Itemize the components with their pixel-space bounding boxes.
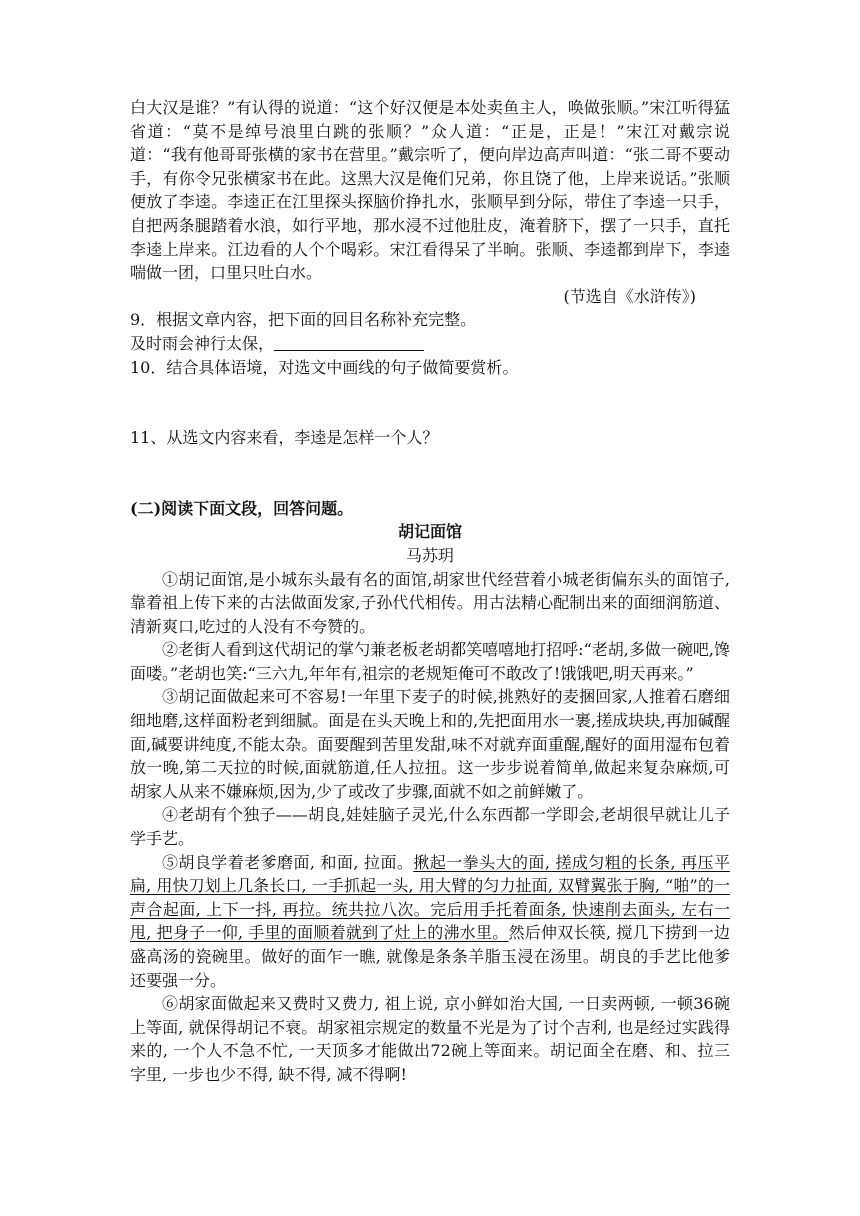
article-paragraph-2: ②老街人看到这代胡记的掌勺兼老板老胡都笑嘻嘻地打招呼:“老胡,多做一碗吧,馋面喽。”老胡也笑:“三六九,年年有,祖宗的老规矩俺可不敢改了!饿饿吧,明天再来。”: [130, 640, 730, 683]
passage-excerpt: 白大汉是谁？”有认得的说道：“这个好汉便是本处卖鱼主人，唤做张顺。”宋江听得猛省道：“莫不是绰号浪里白跳的张顺？”众人道：“正是，正是！”宋江对戴宗说道：“我有他哥哥张横的家书在营里。”戴宗听了，便向岸边高声叫道：“张二哥不要动手，有你令兄张横家书在此。这黑大汉是俺们兄弟，你且饶了他，上岸来说话。”张顺便放了李逵。李逵正在江里探头探脑价挣扎水，张顺早到分际，带住了李逵一只手，自把两条腿踏着水浪，如行平地，那水浸不过他肚皮，淹着脐下，摆了一只手，直托李逵上岸来。江边看的人个个喝彩。宋江看得呆了半晌。张顺、李逵都到岸下，李逵喘做一团，口里只吐白水。: [130, 98, 730, 283]
question-11: 11、从选文内容来看，李逵是怎样一个人？: [130, 428, 439, 448]
paragraph-5-lead: ⑤胡良学着老爹磨面, 和面, 拉面。: [162, 852, 414, 872]
question-9-prompt: 及时雨会神行太保，: [130, 333, 275, 353]
article-title: 胡记面馆: [397, 522, 462, 542]
article-author: 马苏玥: [405, 545, 454, 565]
paragraph-5-tail: 然后伸双长筷, 搅几下捞到一边盛高汤的瓷碗里。做好的面乍一瞧, 就像是条条羊脂玉浸在汤里。胡良的手艺比他爹还要强一分。: [130, 923, 730, 990]
article-paragraph-6: ⑥胡家面做起来又费时又费力, 祖上说, 京小鲜如治大国, 一日卖两顿, 一顿36碗上等面, 就保得胡记不衰。胡家祖宗规定的数量不光是为了讨个吉利, 也是经过实践得来的, 一个人不急不忙, 一天顶多才能做出72碗上等面来。胡记面全在磨、和、拉三字里, 一步也少不得, 缺不得, 减不得啊!: [130, 994, 730, 1084]
question-9-fill-line: [130, 332, 730, 356]
answer-blank: [274, 334, 424, 351]
article-paragraph-3: ③胡记面做起来可不容易!一年里下麦子的时候,挑熟好的麦捆回家,人推着石磨细细地磨,这样面粉老到细腻。面是在头天晚上和的,先把面用水一裹,搓成块块,再加碱醒面,碱要讲纯度,不能太杂。面要醒到苦里发甜,味不对就弃面重醒,醒好的面用湿布包着放一晚,第二天拉的时候,面就筋道,任人拉扭。这一步步说着简单,做起来复杂麻烦,可胡家人从来不嫌麻烦,因为,少了或改了步骤,面就不如之前鲜嫩了。: [130, 687, 730, 801]
question-10: 10．结合具体语境，对选文中画线的句子做简要赏析。: [130, 357, 519, 377]
document-page: [130, 96, 730, 1087]
article-paragraph-5: [130, 851, 730, 993]
article-paragraph-4: ④老胡有个独子——胡良,娃娃脑子灵光,什么东西都一学即会,老胡很早就让儿子学手艺。: [130, 805, 730, 849]
underlined-sentence: 揪起一拳头大的面, 搓成匀粗的长条, 再压平扁, 用快刀划上几条长口, 一手抓起一头, 用大臂的匀力扯面, 双臂翼张于胸, “啪”的一声合起面, 上下一抖, 再拉。统共拉八次。完后用手托着面条, 快速削去面头, 左右一甩, 把身子一仰, 手里的面顺着就到了灶上的沸水里。: [130, 852, 730, 943]
section-heading: (二)阅读下面文段，回答问题。: [130, 498, 354, 518]
passage-source: (节选自《水浒传》): [563, 286, 696, 306]
article-paragraph-1: ①胡记面馆,是小城东头最有名的面馆,胡家世代经营着小城老街偏东头的面馆子,靠着祖上传下来的古法做面发家,子孙代代相传。用古法精心配制出来的面细润筋道、清新爽口,吃过的人没有不夸赞的。: [130, 569, 730, 636]
question-9: 9．根据文章内容，把下面的回目名称补充完整。: [130, 310, 477, 330]
